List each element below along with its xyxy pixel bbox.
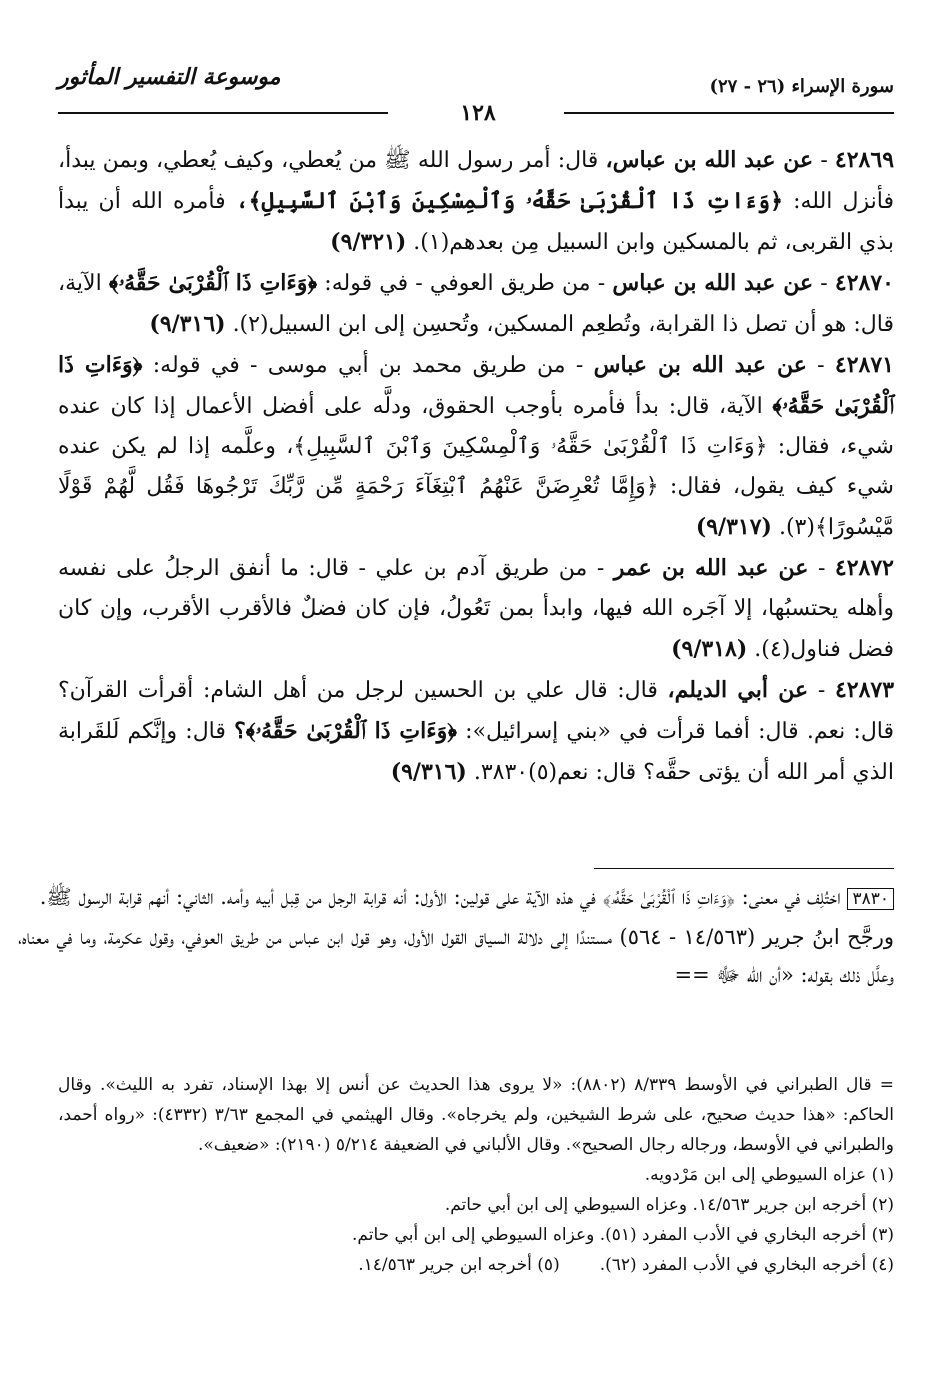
- entry-text-2: فأمره الله أن يبدأ بذي القربى، ثم بالمسكين وابن السبيل مِن بعدهم(١).: [58, 189, 894, 255]
- footnote-row: [58, 1250, 894, 1280]
- entry-text: - من طريق العوفي - في قوله:: [324, 271, 606, 296]
- entry-narrator: عن عبد الله بن عمر: [613, 555, 809, 581]
- footnote-continuation: = قال الطبراني في الأوسط ٨/٣٣٩ (٨٨٠٢): «لا يروى هذا الحديث عن أنس إلا بهذا الإسناد، تفرد به الليث». وقال الحاكم: «هذا حديث صحيح، على شرط الشيخين، ولم يخرجاه». وقال الهيثمي في المجمع ٣/٦٣ (٤٣٣٢): «رواه أحمد، والطبراني في الأوسط، ورجاله رجال الصحيح». وقال الألباني في الضعيفة ٥/٢١٤ (٢١٩٠): «ضعيف».: [58, 1075, 894, 1155]
- commentary-block: [18, 878, 894, 994]
- entry-text: قال: أمر رسول الله ﷺ من يُعطي، وكيف يُعطي، وبمن يبدأ، فأنزل الله:: [58, 148, 894, 214]
- entry-text-2: الآية، قال: هو أن تصل ذا القرابة، وتُطعِم المسكين، وتُحسِن إلى ابن السبيل(٢).: [58, 271, 894, 337]
- header-rule-left: [58, 112, 388, 114]
- entry-narrator: عن عبد الله بن عباس: [593, 352, 807, 378]
- entry-reference: (٩/٣١٦): [390, 759, 467, 785]
- hadith-entry: ٤٢٨٧٢ - عن عبد الله بن عمر - من طريق آدم بن علي - قال: ما أنفق الرجلُ على نفسه وأهله يحتسبُها، إلا آجَره الله فيها، وابدأ بمن تَعُولُ، فإن كان فضلٌ فالأقرب الأقرب، وإن كان فضل فناول(٤). (٩/٣١٨): [58, 555, 894, 662]
- hadith-entry: ٤٢٨٧١ - عن عبد الله بن عباس - من طريق محمد بن أبي موسى - في قوله: ﴿وَءَاتِ ذَا ٱلْقُرْبَىٰ حَقَّهُۥ﴾ الآية، قال: بدأ فأمره بأوجب الحقوق، ودلَّه على أفضل الأعمال إذا كان عنده شيء، فقال: ﴿وَءَاتِ ذَا ٱلْقُرْبَىٰ حَقَّهُۥ وَٱلْمِسْكِينَ وَٱبْنَ ٱلسَّبِيلِ﴾، وعلَّمه إذا لم يكن عنده شيء كيف يقول، فقال: ﴿وَإِمَّا تُعْرِضَنَّ عَنْهُمُ ٱبْتِغَآءَ رَحْمَةٍ مِّن رَّبِّكَ تَرْجُوهَا فَقُل لَّهُمْ قَوْلًا مَّيْسُورًا﴾(٣). (٩/٣١٧): [58, 352, 894, 540]
- entry-reference: (٩/٣١٧): [695, 514, 772, 540]
- main-text: [58, 140, 894, 793]
- footnote-item: (٢) أخرجه ابن جرير ١٤/٥٦٣. وعزاه السيوطي إلى ابن أبي حاتم.: [444, 1195, 894, 1215]
- hadith-entry: ٤٢٨٧٣ - عن أبي الديلم، قال: قال علي بن الحسين لرجل من أهل الشام: أقرأت القرآن؟ قال: نعم. قال: أفما قرأت في «بني إسرائيل»: ﴿وَءَاتِ ذَا ٱلْقُرْبَىٰ حَقَّهُۥ﴾؟ قال: وإنَّكم لَلقَرابة الذي أمر الله أن يؤتى حقَّه؟ قال: نعم(٥)٣٨٣٠. (٩/٣١٦): [58, 677, 895, 785]
- entry-text: قال: قال علي بن الحسين لرجل من أهل الشام: أقرأت القرآن؟ قال: نعم. قال: أفما قرأت في «بني إسرائيل»:: [58, 678, 895, 744]
- entry-reference: (٩/٣١٦): [149, 311, 226, 337]
- book-page: [18, 40, 895, 1360]
- book-title: موسوعة التفسير المأثور: [58, 64, 281, 90]
- commentary-text: اختُلِف في معنى: ﴿وَءَاتِ ذَا ٱلْقُرْبَىٰ حَقَّهُۥ﴾ في هذه الآية على قولين: الأول: أنه قرابة الرجل من قِبل أبيه وأمه. الثاني: أنهم قرابة الرسول ﷺ.: [39, 885, 841, 909]
- hadith-entry: ٤٢٨٧٠ - عن عبد الله بن عباس - من طريق العوفي - في قوله: ﴿وَءَاتِ ذَا ٱلْقُرْبَىٰ حَقَّهُۥ﴾ الآية، قال: هو أن تصل ذا القرابة، وتُطعِم المسكين، وتُحسِن إلى ابن السبيل(٢). (٩/٣١٦): [58, 270, 894, 337]
- page-number: ١٢٨: [460, 100, 496, 126]
- entry-number: ٤٢٨٦٩: [834, 147, 895, 173]
- hadith-entry: ٤٢٨٦٩ - عن عبد الله بن عباس، قال: أمر رسول الله ﷺ من يُعطي، وكيف يُعطي، وبمن يبدأ، فأنزل الله: ﴿وَءَاتِ ذَا ٱلْقُرْبَىٰ حَقَّهُۥ وَٱلْمِسْكِينَ وَٱبْنَ ٱلسَّبِيلِ﴾، فأمره الله أن يبدأ بذي القربى، ثم بالمسكين وابن السبيل مِن بعدهم(١). (٩/٣٢١): [58, 147, 895, 255]
- surah-title: سورة الإسراء (٢٦ - ٢٧): [709, 76, 894, 97]
- quran-quote: ﴿وَءَاتِ ذَا ٱلْقُرْبَىٰ حَقَّهُۥ﴾: [108, 270, 318, 296]
- quran-quote: ﴿وَءَاتِ ذَا ٱلْقُرْبَىٰ حَقَّهُۥ﴾؟: [234, 718, 457, 744]
- quran-quote: ﴿وَءَاتِ ذَا ٱلْقُرْبَىٰ حَقَّهُۥ﴾: [58, 352, 894, 419]
- entry-text-2: قال: وإنَّكم لَلقَرابة الذي أمر الله أن يؤتى حقَّه؟ قال: نعم(٥)٣٨٣٠.: [58, 719, 894, 785]
- footnote-item: (٤) أخرجه البخاري في الأدب المفرد (٦٢).: [599, 1255, 894, 1275]
- footnote-separator: [594, 868, 894, 869]
- footnotes: [58, 1070, 894, 1280]
- entry-number: ٤٢٨٧٣: [834, 677, 895, 703]
- entry-narrator: عن أبي الديلم،: [667, 677, 809, 703]
- quran-quote: ﴿وَءَاتِ ذَا ٱلْقُرْبَىٰ حَقَّهُۥ وَٱلْمِسْكِينَ وَٱبْنَ ٱلسَّبِيلِ﴾،: [235, 188, 783, 214]
- footnote-item: (١) عزاه السيوطي إلى ابن مَرْدويه.: [644, 1165, 894, 1185]
- footnote-item: (٥) أخرجه ابن جرير ١٤/٥٦٣.: [358, 1255, 560, 1275]
- entry-text: - من طريق محمد بن أبي موسى - في قوله:: [152, 353, 584, 378]
- entry-text: - من طريق آدم بن علي - قال: ما أنفق الرجلُ على نفسه وأهله يحتسبُها، إلا آجَره الله فيها، وابدأ بمن تَعُولُ، فإن كان فضلٌ فالأقرب الأقرب، وإن كان فضل فناول(٤).: [58, 556, 894, 662]
- entry-text-2: الآية، قال: بدأ فأمره بأوجب الحقوق، ودلَّه على أفضل الأعمال إذا كان عنده شيء، فقال: ﴿وَءَاتِ ذَا ٱلْقُرْبَىٰ حَقَّهُۥ وَٱلْمِسْكِينَ وَٱبْنَ ٱلسَّبِيلِ﴾، وعلَّمه إذا لم يكن عنده شيء كيف يقول، فقال: ﴿وَإِمَّا تُعْرِضَنَّ عَنْهُمُ ٱبْتِغَآءَ رَحْمَةٍ مِّن رَّبِّكَ تَرْجُوهَا فَقُل لَّهُمْ قَوْلًا مَّيْسُورًا﴾(٣).: [58, 394, 894, 540]
- entry-number: ٤٢٨٧١: [834, 352, 894, 378]
- entry-reference: (٩/٣١٨): [671, 636, 748, 662]
- page-header: [58, 60, 894, 126]
- continuation-mark: ==: [674, 963, 710, 987]
- entry-narrator: عن عبد الله بن عباس،: [605, 147, 814, 173]
- footnote-item: (٣) أخرجه البخاري في الأدب المفرد (٥١). وعزاه السيوطي إلى ابن أبي حاتم.: [352, 1225, 894, 1245]
- entry-narrator: عن عبد الله بن عباس: [612, 270, 814, 296]
- commentary-number-box: ٣٨٣٠: [847, 888, 894, 910]
- entry-number: ٤٢٨٧٢: [834, 555, 894, 581]
- header-rule-right: [564, 112, 894, 114]
- entry-number: ٤٢٨٧٠: [834, 270, 894, 296]
- commentary-paragraph: [18, 918, 894, 994]
- commentary-text: ورجَّح ابنُ جرير (١٤/٥٦٣ - ٥٦٤) مستندًا إلى دلالة السياق القول الأول، وهو قول ابن عباس من طريق العوفي، وقول عكرمة، وما في معناه، وعلَّل ذلك بقوله: «أن الله ﷻ: [18, 925, 895, 987]
- commentary-paragraph: [18, 878, 894, 918]
- entry-reference: (٩/٣٢١): [330, 229, 407, 255]
